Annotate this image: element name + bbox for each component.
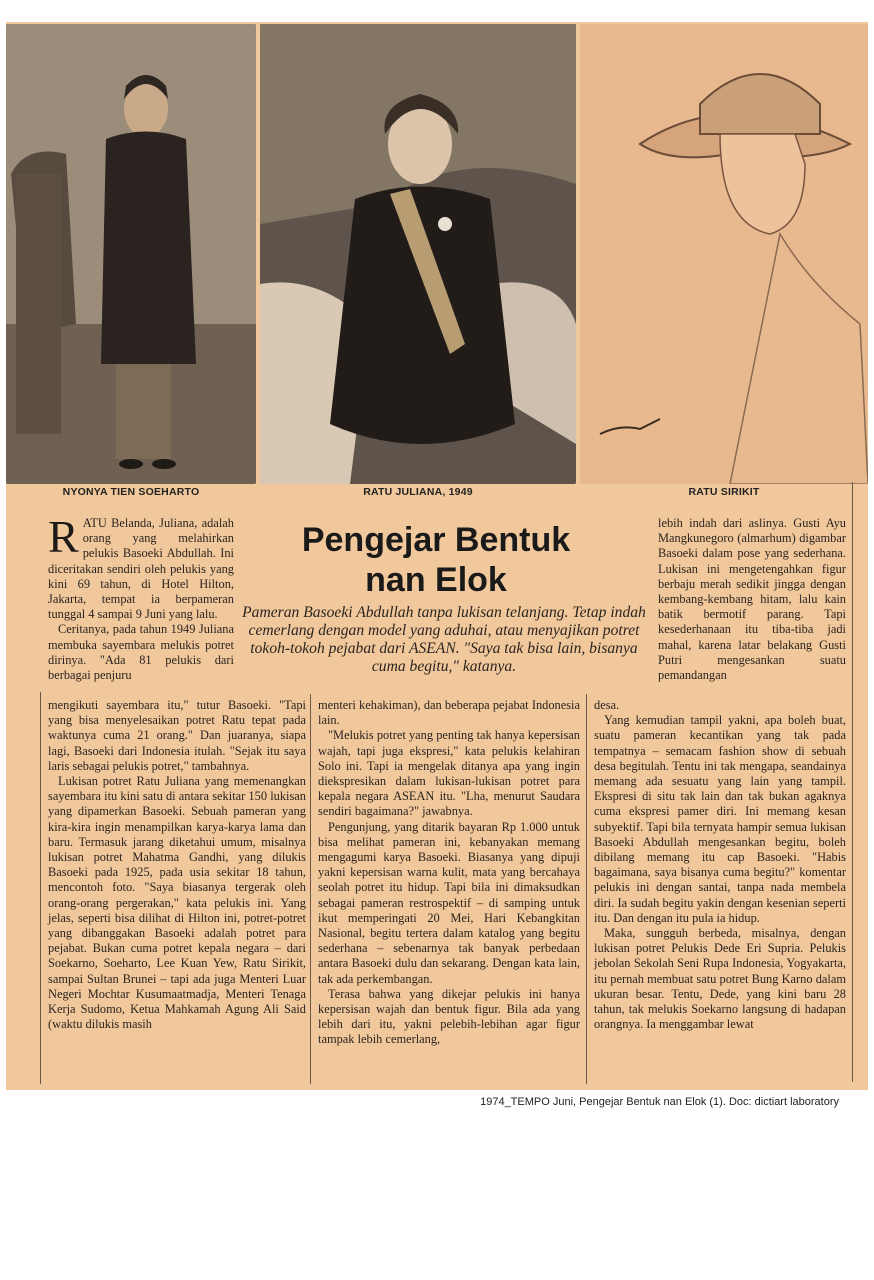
border-line-right (852, 482, 853, 1082)
newspaper-clipping (6, 22, 868, 1090)
portrait-painting-ratu-juliana (260, 24, 576, 484)
portrait-photo-tien-soeharto (6, 24, 256, 484)
paragraph: mengikuti sayembara itu," tutur Basoeki. "Tapi yang bisa menyelesaikan potret Ratu tepat pada waktunya cuma 21 orang." Dan juaranya, siapa lagi, Basoeki dari Indonesia itulah. "Sejak itu saya laris sebagai pelukis potret," tambahnya. (48, 698, 306, 773)
archive-footnote: 1974_TEMPO Juni, Pengejar Bentuk nan Elok (1). Doc: dictiart laboratory (480, 1096, 839, 1108)
paragraph: menteri kehakiman), dan beberapa pejabat Indonesia lain. (318, 698, 580, 728)
paragraph: Maka, sungguh berbeda, misalnya, dengan lukisan potret Pelukis Dede Eri Supria. Pelukis jebolan Sekolah Seni Rupa Indonesia, Yogyakarta, itu pernah membuat satu potret Bung Karno dalam ukuran besar. Tentu, Dede, yang kini baru 28 tahun, tak melukis Soekarno langsung di hadapan orangnya. Ia menggambar lewat (594, 926, 846, 1032)
photo-caption-middle: RATU JULIANA, 1949 (363, 486, 473, 498)
paragraph: desa. (594, 698, 620, 712)
column-3-bottom (594, 698, 846, 1032)
photo-caption-left: NYONYA TIEN SOEHARTO (62, 486, 200, 498)
column-divider (310, 694, 311, 1084)
paragraph: "Melukis potret yang penting tak hanya kepersisan wajah, tapi juga ekspresi," kata pelukis kelahiran Solo ini. Tapi ia mengelak ditanya apa yang ingin diekspresikan dalam lukisan-lukisan potret para kepala negara ASEAN itu. "Lha, menurut Saudara sendiri bagaimana?" jawabnya. (318, 728, 580, 819)
column-1-bottom (48, 698, 306, 1032)
paragraph: Terasa bahwa yang dikejar pelukis ini hanya kepersisan wajah dan bentuk figur. Bila ada yang lebih dari itu, yakni pelebih-lebihan agar figur tampak lebih cemerlang, (318, 986, 580, 1047)
article-headline: Pengejar Bentuk nan Elok (301, 521, 571, 599)
paragraph: Yang kemudian tampil yakni, apa boleh buat, suatu pameran kecantikan yang tak pada tempatnya – semacam fashion show di sebuah desa begitulah. Tentu ini tak mengapa, seandainya memang ada sesuatu yang lain yang tampil. Ekspresi di situ tak lain dan tak bukan agaknya cuma ekspresi pamer diri. Ini memang kesan subyektif. Tapi bila ternyata hampir semua lukisan Basoeki Abdullah mengesankan begitu, boleh dibilang memang itu cap Basoeki. "Habis bagaimana, saya bisanya cuma begitu?" komentar pelukis ini dengan santai, tanpa nada membela diri. Ia sudah begitu yakin dengan kesenian seperti itu. Dan dengan itu pula ia hidup. (594, 713, 846, 925)
portrait-drawing-ratu-sirikit (580, 24, 868, 484)
column-3-top (658, 516, 846, 683)
paragraph: RATU Belanda, Juliana, adalah orang yang melahirkan pelukis Basoeki Abdullah. Ini diceritakan sendiri oleh pelukis yang kini 69 tahun, di Hotel Hilton, Jakarta, tempat ia berpameran tunggal 4 sampai 9 Juni yang lalu. (48, 511, 234, 622)
paragraph: Lukisan potret Ratu Juliana yang memenangkan sayembara itu kini satu di antara sekitar 150 lukisan yang dipamerkan Basoeki. Sebuah pameran yang kira-kira ingin menampilkan karya-karya lama dan baru. Termasuk jarang diketahui umum, misalnya lukisan potret Mahatma Gandhi, yang dilukis Basoeki pada 1925, pada usia sekitar 18 tahun, mencontoh foto. "Saya biasanya tergerak oleh orang-orang pergerakan," kata pelukis ini. Yang jelas, seperti bisa dilihat di Hilton ini, potret-potret yang dibanggakan Basoeki adalah potret para pejabat. Bukan cuma potret kepala negara – dari Soekarno, Soeharto, Lee Kuan Yew, Ratu Sirikit, sampai Sultan Brunei – tapi ada juga Menteri Luar Negeri Mochtar Kusumaatmadja, Menteri Tenaga Kerja Sudomo, Ketua Mahkamah Agung Ali Said (waktu dilukis masih (48, 774, 306, 1032)
article-deck: Pameran Basoeki Abdullah tanpa lukisan telanjang. Tetap indah cemerlang dengan model yang aduhai, atau menyajikan potret tokoh-tokoh pejabat dari ASEAN. "Saya tak bisa lain, bisanya cuma begitu," katanya. (242, 604, 646, 675)
column-2 (318, 698, 580, 1048)
paragraph: Ceritanya, pada tahun 1949 Juliana membuka sayembara melukis potret dirinya. "Ada 81 pelukis dari berbagai penjuru (48, 622, 234, 683)
column-divider (586, 694, 587, 1084)
paragraph: lebih indah dari aslinya. Gusti Ayu Mangkunegoro (almarhum) digambar Basoeki dalam pose yang sederhana. Lukisan ini mengetengahkan figur berbaju merah sedikit jingga dengan kembang-kembang hitam, lalu kain batik bermotif parang. Tapi kesederhanaan itu tiba-tiba jadi mahal, karena latar belakang Gusti Putri mengesankan suatu pemandangan (658, 516, 846, 683)
column-1-top (48, 511, 234, 683)
paragraph: Pengunjung, yang ditarik bayaran Rp 1.000 untuk bisa melihat pameran ini, kebanyakan memang mengagumi karya Basoeki. Biasanya yang dipuji yakni kepersisan warna kulit, mata yang bercahaya seolah potret itu hidup. Tapi bila ini dimaksudkan sebagai pameran restrospektif – di samping untuk ikut memperingati 20 Mei, Hari Kebangkitan Nasional, begitu tertera dalam katalog yang begitu sederhana – sebenarnya tak banyak perbedaan antara Basoeki dulu dan sekarang. Dengan kata lain, tak ada perkembangan. (318, 819, 580, 986)
photo-caption-right: RATU SIRIKIT (688, 486, 760, 498)
border-line-left (40, 692, 41, 1084)
drop-cap: R (48, 511, 79, 562)
